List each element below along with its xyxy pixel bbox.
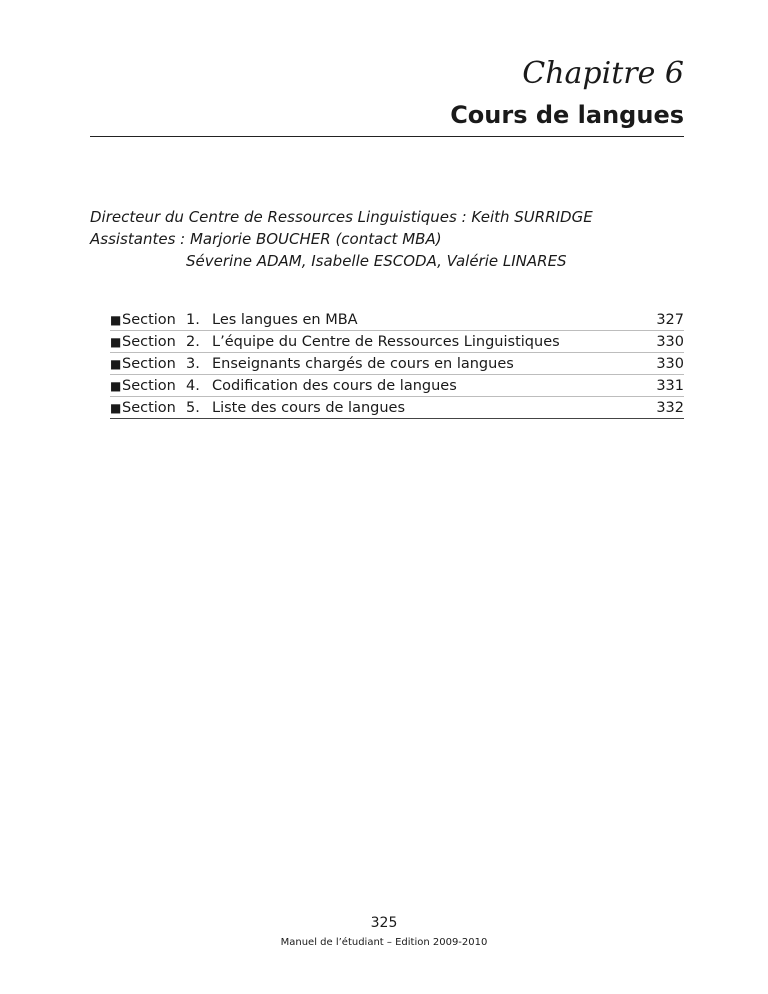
section-title: Les langues en MBA [212, 311, 358, 328]
bullet-square: ■ [110, 312, 122, 327]
section-row [110, 331, 684, 353]
assistants-label: Assistantes : [90, 230, 186, 248]
assistants-names-1: Marjorie BOUCHER (contact MBA) [189, 230, 442, 248]
section-number: 3. [186, 355, 200, 372]
section-page: 330 [656, 355, 684, 372]
section-page: 327 [656, 311, 684, 328]
bullet-square: ■ [110, 400, 122, 415]
section-title: Liste des cours de langues [212, 399, 406, 416]
chapter-label: Chapitre 6 [522, 56, 684, 91]
section-number: 5. [186, 399, 200, 416]
section-list [110, 309, 684, 419]
bullet-square: ■ [110, 334, 122, 349]
assistants-line [90, 228, 593, 250]
director-line: Directeur du Centre de Ressources Linguistiques : Keith SURRIDGE [90, 208, 593, 226]
section-row [110, 375, 684, 397]
chapter-title: Cours de langues [450, 101, 684, 129]
section-title: Codification des cours de langues [212, 377, 457, 394]
bullet-square: ■ [110, 356, 122, 371]
section-number: 2. [186, 333, 200, 350]
page-number: 325 [370, 915, 398, 931]
staff-block [90, 206, 593, 272]
section-page: 332 [656, 399, 684, 416]
section-title: L’équipe du Centre de Ressources Linguistiques [212, 333, 560, 350]
section-label: Section [122, 355, 176, 372]
section-title: Enseignants chargés de cours en langues [212, 355, 514, 372]
section-page: 330 [656, 333, 684, 350]
section-number: 1. [186, 311, 200, 328]
section-row [110, 353, 684, 375]
section-label: Section [122, 377, 176, 394]
section-page: 331 [656, 377, 684, 394]
bullet-square: ■ [110, 378, 122, 393]
footer-text: Manuel de l’étudiant – Edition 2009-2010 [280, 937, 488, 948]
title-divider [90, 136, 684, 137]
section-label: Section [122, 311, 176, 328]
assistants-names-2: Séverine ADAM, Isabelle ESCODA, Valérie LINARES [186, 252, 567, 270]
section-label: Section [122, 399, 176, 416]
section-label: Section [122, 333, 176, 350]
section-number: 4. [186, 377, 200, 394]
section-row [110, 397, 684, 419]
section-row [110, 309, 684, 331]
